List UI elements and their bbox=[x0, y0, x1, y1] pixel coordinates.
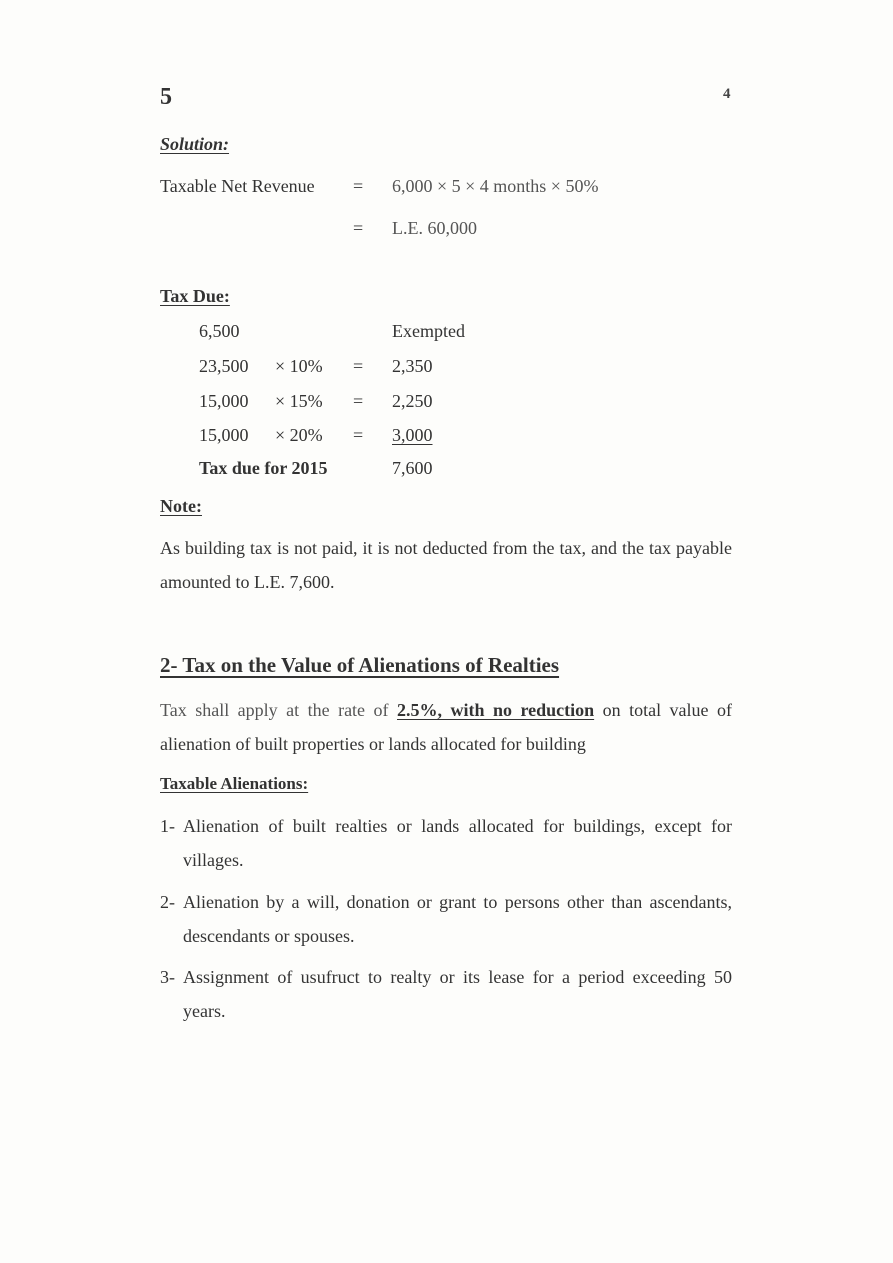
row-rate: × 20% bbox=[275, 425, 323, 445]
equals-sign: = bbox=[353, 176, 364, 196]
intro-text-before: Tax shall apply at the rate of bbox=[160, 700, 397, 720]
list-item-text: Alienation by a will, donation or grant to persons other than ascendants, descendants or spouses. bbox=[183, 892, 732, 946]
taxable-net-revenue-label: Taxable Net Revenue bbox=[160, 176, 315, 196]
taxable-alienations-heading: Taxable Alienations: bbox=[160, 774, 309, 793]
row-value: 3,000 bbox=[392, 425, 433, 445]
row-rate: × 10% bbox=[275, 356, 323, 376]
row-rate: × 15% bbox=[275, 391, 323, 411]
page-number-left: 5 bbox=[160, 84, 172, 110]
note-text: As building tax is not paid, it is not deducted from the tax, and the tax payable amounted to L.E. 7,600. bbox=[160, 538, 732, 592]
list-item-text: Alienation of built realties or lands allocated for buildings, except for villages. bbox=[183, 816, 732, 870]
row-equals: = bbox=[353, 391, 364, 411]
note-heading: Note: bbox=[160, 496, 202, 516]
total-label: Tax due for 2015 bbox=[199, 458, 328, 478]
list-item-number: 1- bbox=[160, 816, 175, 836]
total-value: 7,600 bbox=[392, 458, 433, 478]
list-item bbox=[160, 809, 732, 877]
row-amount: 23,500 bbox=[199, 356, 249, 376]
equals-sign: = bbox=[353, 218, 364, 238]
list-item-number: 2- bbox=[160, 892, 175, 912]
list-item-number: 3- bbox=[160, 967, 175, 987]
section-title: 2- Tax on the Value of Alienations of Realties bbox=[160, 653, 560, 677]
row-amount: 15,000 bbox=[199, 425, 249, 445]
intro-text-after: on total value of alienation of built properties or lands allocated for building bbox=[160, 700, 732, 754]
revenue-expression: 6,000 × 5 × 4 months × 50% bbox=[392, 176, 599, 196]
list-item bbox=[160, 960, 732, 1028]
row-amount: 15,000 bbox=[199, 391, 249, 411]
intro-emphasis: 2.5%, with no reduction bbox=[397, 700, 595, 720]
solution-heading: Solution: bbox=[160, 134, 230, 154]
tax-due-heading: Tax Due: bbox=[160, 286, 230, 306]
row-equals: = bbox=[353, 425, 364, 445]
revenue-result: L.E. 60,000 bbox=[392, 218, 477, 238]
row-value: 2,350 bbox=[392, 356, 433, 376]
row-value: 2,250 bbox=[392, 391, 433, 411]
list-item-text: Assignment of usufruct to realty or its lease for a period exceeding 50 years. bbox=[183, 967, 732, 1021]
row-equals: = bbox=[353, 356, 364, 376]
row-value: Exempted bbox=[392, 321, 465, 341]
section-intro bbox=[160, 693, 732, 761]
list-item bbox=[160, 885, 732, 953]
row-amount: 6,500 bbox=[199, 321, 240, 341]
page-number-right: 4 bbox=[723, 86, 731, 102]
